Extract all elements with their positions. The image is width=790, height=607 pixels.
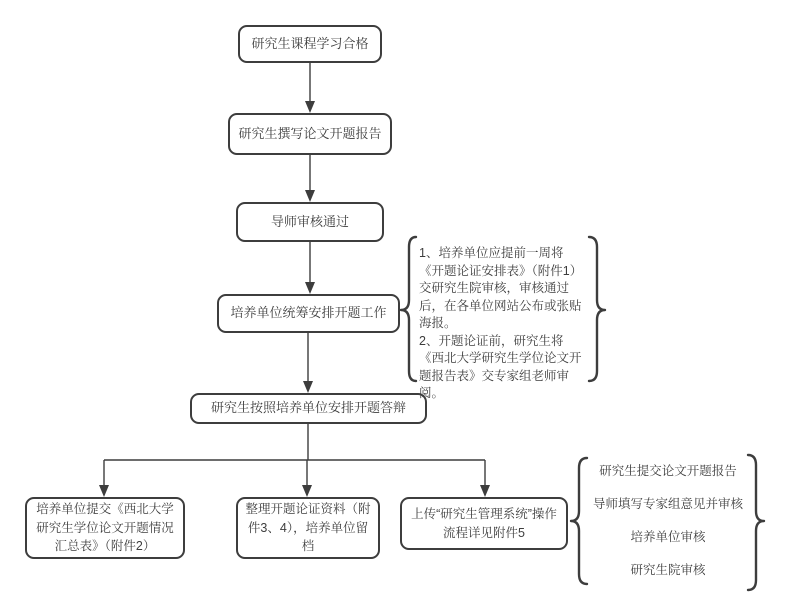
arrowhead-upload: [480, 485, 490, 497]
schedule-note: [419, 245, 587, 403]
arrowhead-archive: [302, 485, 312, 497]
schedule-note-line-2: 2、开题论证前，研究生将《西北大学研究生学位论文开题报告表》交专家组老师审阅。: [419, 333, 582, 400]
node-advisor-approve: 导师审核通过: [236, 202, 384, 242]
node-unit-arrange: 培养单位统筹安排开题工作: [217, 294, 400, 333]
arrowhead-arrange: [305, 282, 315, 294]
system-step-3: 培养单位审核: [630, 530, 706, 544]
system-step-1: 研究生提交论文开题报告: [599, 464, 737, 478]
system-step-4: 研究生院审核: [630, 563, 706, 577]
arrowhead-defense: [303, 381, 313, 393]
node-course-qualified: 研究生课程学习合格: [238, 25, 382, 63]
node-write-proposal: 研究生撰写论文开题报告: [228, 113, 392, 155]
system-steps-note: [590, 463, 746, 579]
brace-left-schedule-note: [401, 237, 416, 381]
brace-left-system-note: [571, 458, 587, 584]
node-summary-form: 培养单位提交《西北大学研究生学位论文开题情况汇总表》（附件2）: [25, 497, 185, 559]
schedule-note-line-1: 1、培养单位应提前一周将《开题论证安排表》（附件1）交研究生院审核，审核通过后，在各单位网站公布或张贴海报。: [419, 246, 583, 330]
brace-right-schedule-note: [589, 237, 605, 381]
arrowhead-summary: [99, 485, 109, 497]
arrowhead-advisor: [305, 190, 315, 202]
node-archive-materials: 整理开题论证资料（附件3、4），培养单位留档: [236, 497, 380, 559]
arrowhead-write: [305, 101, 315, 113]
brace-right-system-note: [748, 455, 764, 590]
node-upload-system: 上传“研究生管理系统”操作流程详见附件5: [400, 497, 568, 550]
system-step-2: 导师填写专家组意见并审核: [592, 497, 743, 511]
node-defense: 研究生按照培养单位安排开题答辩: [190, 393, 427, 424]
